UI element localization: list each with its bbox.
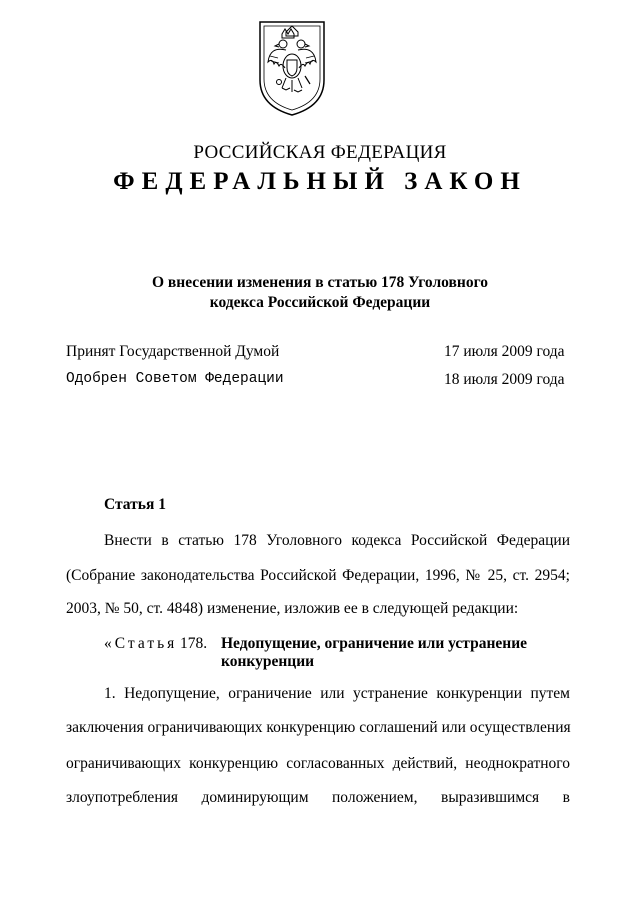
- paragraph-line: 2003, № 50, ст. 4848) изменение, изложив ее в следующей редакции:: [66, 600, 519, 617]
- clause-line: ограничивающих конкуренцию согласованных действий, неоднократного: [66, 755, 570, 772]
- paragraph-line: Внести в статью 178 Уголовного кодекса Российской Федерации: [104, 532, 570, 549]
- article-heading: Статья 1: [104, 496, 166, 513]
- quoted-article-title: [221, 635, 527, 671]
- clause-line: 1. Недопущение, ограничение или устранение конкуренции путем: [104, 685, 570, 702]
- duma-adoption-label: Принят Государственной Думой: [66, 343, 280, 360]
- law-type: ФЕДЕРАЛЬНЫЙ ЗАКОН: [113, 168, 527, 195]
- quoted-article-prefix: «Статья: [104, 635, 178, 652]
- paragraph-line: (Собрание законодательства Российской Федерации, 1996, № 25, ст. 2954;: [66, 567, 570, 584]
- state-name: РОССИЙСКАЯ ФЕДЕРАЦИЯ: [193, 142, 447, 163]
- quoted-article-number: 178.: [180, 635, 208, 652]
- council-approval-date: 18 июля 2009 года: [444, 371, 565, 388]
- quoted-article-title-line-2: конкуренции: [221, 653, 315, 670]
- law-title-line-2: кодекса Российской Федерации: [209, 294, 431, 311]
- clause-line: заключения ограничивающих конкуренцию соглашений или осуществления: [66, 719, 571, 736]
- coat-of-arms-emblem: [256, 18, 328, 118]
- council-approval-label: Одобрен Советом Федерации: [66, 371, 284, 387]
- law-title: [60, 273, 580, 313]
- clause-line: злоупотребления доминирующим положением, выразившимся в: [66, 789, 570, 806]
- duma-adoption-date: 17 июля 2009 года: [444, 343, 565, 360]
- quoted-article-title-line-1: Недопущение, ограничение или устранение: [221, 635, 528, 652]
- law-title-line-1: О внесении изменения в статью 178 Уголовного: [152, 274, 488, 291]
